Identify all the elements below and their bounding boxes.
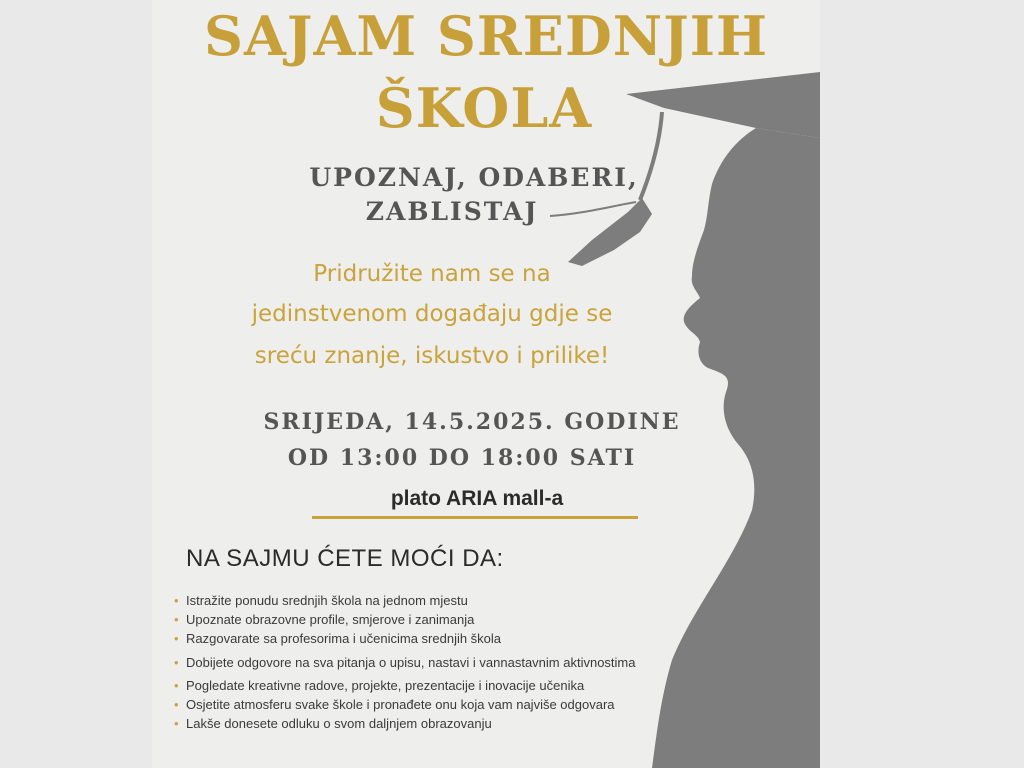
event-poster bbox=[152, 0, 820, 768]
event-time: OD 13:00 DO 18:00 SATI bbox=[287, 445, 637, 471]
bullet-icon: • bbox=[174, 716, 179, 731]
poster-title-line2: ŠKOLA bbox=[375, 76, 593, 140]
section-heading: NA SAJMU ĆETE MOĆI DA: bbox=[186, 545, 504, 572]
list-item-text: Osjetite atmosferu svake škole i pronađete onu koja vam najviše odgovara bbox=[186, 697, 615, 712]
list-item bbox=[170, 696, 660, 713]
list-item bbox=[170, 611, 660, 628]
venue-underline bbox=[312, 516, 638, 519]
list-item bbox=[170, 592, 660, 609]
invite-text-line3: sreću znanje, iskustvo i prilike! bbox=[254, 343, 610, 369]
event-venue: plato ARIA mall-a bbox=[390, 487, 564, 510]
bullet-icon: • bbox=[174, 612, 179, 627]
bullet-icon: • bbox=[174, 593, 179, 608]
poster-title-line1: SAJAM SREDNJIH bbox=[204, 4, 768, 68]
list-item-text: Upoznate obrazovne profile, smjerove i zanimanja bbox=[186, 612, 475, 627]
list-item bbox=[170, 677, 660, 694]
tagline-line2: ZABLISTAJ bbox=[365, 197, 539, 226]
tagline-line1: UPOZNAJ, ODABERI, bbox=[309, 163, 639, 192]
list-item-text: Pogledate kreativne radove, projekte, prezentacije i inovacije učenika bbox=[186, 678, 585, 693]
bullet-icon: • bbox=[174, 678, 179, 693]
benefits-list bbox=[170, 592, 660, 734]
list-item-text: Razgovarate sa profesorima i učenicima srednjih škola bbox=[186, 631, 502, 646]
list-item bbox=[170, 715, 660, 732]
invite-text-line1: Pridružite nam se na bbox=[313, 261, 551, 287]
bullet-icon: • bbox=[174, 697, 179, 712]
bullet-icon: • bbox=[174, 631, 179, 646]
invite-text-line2: jedinstvenom događaju gdje se bbox=[251, 301, 613, 327]
list-item-text: Istražite ponudu srednjih škola na jednom mjestu bbox=[186, 593, 468, 608]
event-date: SRIJEDA, 14.5.2025. GODINE bbox=[263, 409, 681, 435]
list-item bbox=[170, 649, 660, 677]
bullet-icon: • bbox=[174, 655, 179, 670]
list-item bbox=[170, 630, 660, 647]
list-item-text: Lakše donesete odluku o svom daljnjem obrazovanju bbox=[186, 716, 492, 731]
list-item-text: Dobijete odgovore na sva pitanja o upisu, nastavi i vannastavnim aktivnostima bbox=[186, 655, 636, 670]
